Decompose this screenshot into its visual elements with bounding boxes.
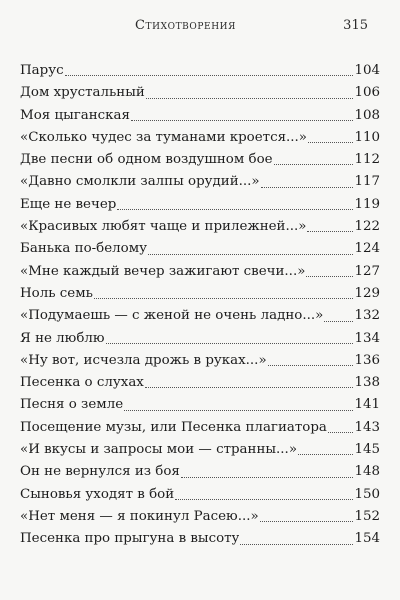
toc-entry-page: 141 xyxy=(354,397,380,413)
dot-leader xyxy=(306,275,353,277)
toc-entry-page: 127 xyxy=(354,263,380,279)
dot-leader xyxy=(307,230,353,232)
table-of-contents xyxy=(20,60,380,551)
dot-leader xyxy=(261,186,354,188)
toc-entry xyxy=(20,328,380,350)
dot-leader xyxy=(308,141,353,143)
toc-entry-title: «Сколько чудес за туманами кроется...» xyxy=(20,129,307,145)
toc-entry-title: Ноль семь xyxy=(20,285,93,301)
toc-entry-title: Банька по-белому xyxy=(20,241,148,257)
toc-entry-title: Сыновья уходят в бой xyxy=(20,486,175,502)
toc-entry xyxy=(20,528,380,550)
running-head xyxy=(0,18,400,38)
toc-entry xyxy=(20,417,380,439)
toc-entry xyxy=(20,171,380,193)
toc-entry-page: 154 xyxy=(354,531,380,547)
toc-entry xyxy=(20,372,380,394)
dot-leader xyxy=(124,409,353,411)
toc-entry xyxy=(20,394,380,416)
dot-leader xyxy=(268,364,354,366)
dot-leader xyxy=(145,386,354,388)
toc-entry xyxy=(20,216,380,238)
toc-entry xyxy=(20,305,380,327)
toc-entry xyxy=(20,127,380,149)
toc-entry-title: «Красивых любят чаще и прилежней...» xyxy=(20,219,307,235)
toc-entry-page: 117 xyxy=(354,174,380,190)
toc-entry-title: Песенка про прыгуна в высоту xyxy=(20,531,240,547)
toc-entry-page: 108 xyxy=(354,107,380,123)
dot-leader xyxy=(240,543,353,545)
dot-leader xyxy=(175,498,353,500)
toc-entry-page: 129 xyxy=(354,285,380,301)
toc-entry-page: 124 xyxy=(354,241,380,257)
toc-entry-page: 132 xyxy=(354,308,380,324)
toc-entry-title: Еще не вечер xyxy=(20,196,117,212)
dot-leader xyxy=(274,163,354,165)
toc-entry-page: 145 xyxy=(354,442,380,458)
dot-leader xyxy=(117,208,353,210)
dot-leader xyxy=(131,119,353,121)
toc-entry-page: 136 xyxy=(354,352,380,368)
toc-entry-page: 134 xyxy=(354,330,380,346)
toc-entry-title: Две песни об одном воздушном бое xyxy=(20,152,273,168)
dot-leader xyxy=(298,453,353,455)
toc-entry-title: «Мне каждый вечер зажигают свечи...» xyxy=(20,263,306,279)
toc-entry-page: 138 xyxy=(354,375,380,391)
dot-leader xyxy=(65,74,354,76)
toc-entry xyxy=(20,439,380,461)
toc-entry-title: «Нет меня — я покинул Расею...» xyxy=(20,508,259,524)
toc-entry xyxy=(20,60,380,82)
toc-entry xyxy=(20,461,380,483)
dot-leader xyxy=(94,297,354,299)
toc-entry xyxy=(20,283,380,305)
toc-entry xyxy=(20,105,380,127)
toc-entry-title: Дом хрустальный xyxy=(20,85,145,101)
toc-entry-title: Моя цыганская xyxy=(20,107,130,123)
toc-entry-page: 110 xyxy=(354,129,380,145)
toc-entry-title: Парус xyxy=(20,63,64,78)
toc-entry-title: Я не люблю xyxy=(20,330,105,346)
toc-entry xyxy=(20,350,380,372)
toc-entry-title: «Подумаешь — с женой не очень ладно...» xyxy=(20,308,324,324)
dot-leader xyxy=(148,253,353,255)
toc-entry-page: 150 xyxy=(354,486,380,502)
dot-leader xyxy=(146,97,354,99)
toc-entry-title: «И вкусы и запросы мои — странны...» xyxy=(20,442,298,458)
dot-leader xyxy=(324,320,353,322)
dot-leader xyxy=(328,431,354,433)
dot-leader xyxy=(106,342,354,344)
toc-entry-title: «Ну вот, исчезла дрожь в руках...» xyxy=(20,352,267,368)
toc-entry-page: 148 xyxy=(354,464,380,480)
toc-entry-page: 112 xyxy=(354,152,380,168)
toc-entry xyxy=(20,149,380,171)
toc-entry xyxy=(20,238,380,260)
toc-entry-page: 143 xyxy=(354,419,380,435)
toc-entry-title: «Давно смолкли залпы орудий...» xyxy=(20,174,260,190)
toc-entry xyxy=(20,506,380,528)
toc-entry-page: 152 xyxy=(354,508,380,524)
toc-entry xyxy=(20,261,380,283)
page-number: 315 xyxy=(343,18,368,33)
dot-leader xyxy=(260,520,354,522)
toc-entry-title: Он не вернулся из боя xyxy=(20,464,180,480)
toc-entry-page: 104 xyxy=(354,63,380,78)
toc-entry xyxy=(20,194,380,216)
toc-entry xyxy=(20,484,380,506)
toc-entry-title: Посещение музы, или Песенка плагиатора xyxy=(20,419,327,435)
section-title: Стихотворения xyxy=(135,18,236,33)
toc-entry-page: 119 xyxy=(354,196,380,212)
toc-entry xyxy=(20,82,380,104)
dot-leader xyxy=(181,476,354,478)
toc-entry-title: Песня о земле xyxy=(20,397,124,413)
toc-entry-page: 122 xyxy=(354,219,380,235)
toc-entry-title: Песенка о слухах xyxy=(20,375,144,391)
toc-entry-page: 106 xyxy=(354,85,380,101)
